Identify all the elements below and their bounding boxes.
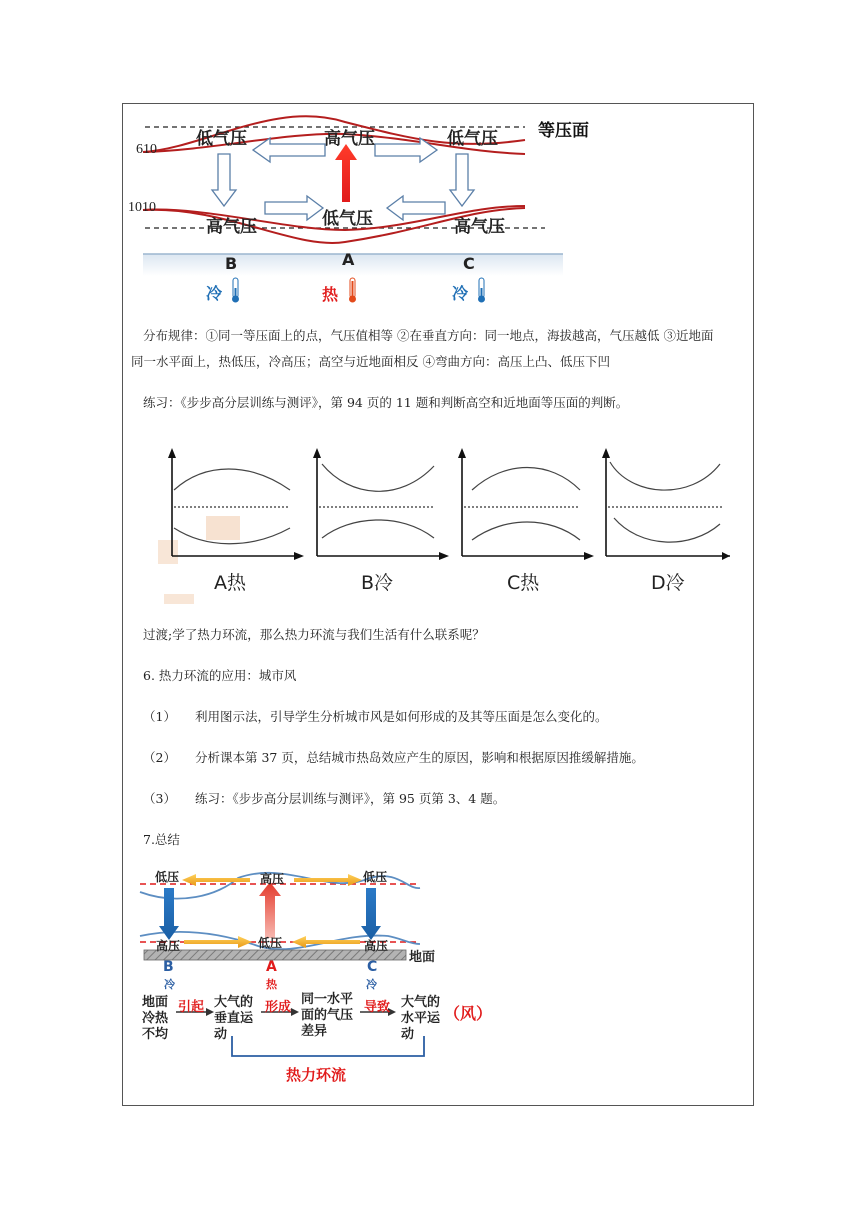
- d2-bottom-center: 低压: [258, 936, 283, 950]
- flow-label-cause: 引起: [178, 1000, 205, 1015]
- flow-box-4-line: 动: [401, 1027, 415, 1042]
- panel-d: [602, 448, 730, 560]
- thermometer-cold-icon: [478, 278, 485, 303]
- section-7-heading: 7.总结: [143, 832, 180, 847]
- flow-box-1: [142, 995, 168, 1043]
- arrow-top-to-right: [375, 138, 437, 162]
- sub3-number: （3）: [143, 791, 176, 806]
- label-bottom-center: 低气压: [322, 209, 373, 229]
- d2-top-right: 低压: [363, 870, 388, 884]
- thermometer-cold-icon: [232, 278, 239, 303]
- sub2-number: （2）: [143, 750, 176, 765]
- thermal-circulation-label: 热力环流: [286, 1066, 347, 1084]
- panel-label-c: C热: [507, 572, 540, 594]
- d2-cold-c: 冷: [366, 978, 377, 991]
- panel-label-b: B冷: [361, 572, 394, 594]
- flow-box-2: [214, 995, 253, 1043]
- level-610-label: 610: [136, 142, 157, 157]
- d2-top-center: 高压: [260, 872, 285, 886]
- transition-paragraph: 过渡;学了热力环流，那么热力环流与我们生活有什么联系呢？: [143, 627, 485, 642]
- d2-point-c: C: [367, 959, 378, 975]
- d2-cold-b: 冷: [164, 978, 175, 991]
- d2-ground-label: 地面: [409, 950, 436, 965]
- flow-box-2-line: 大气的: [214, 995, 254, 1010]
- label-top-left: 低气压: [196, 129, 247, 149]
- d2-point-a: A: [266, 959, 277, 975]
- section-6-heading: 6. 热力环流的应用：城市风: [143, 668, 297, 683]
- flow-box-4: [401, 995, 440, 1043]
- cold-label-c: 冷: [452, 284, 469, 303]
- sub1-number: （1）: [143, 709, 176, 724]
- flow-box-3-line: 面的气压: [301, 1008, 354, 1023]
- faded-stamp: [158, 540, 178, 564]
- panel-label-d: D冷: [651, 572, 685, 594]
- label-top-right: 低气压: [447, 129, 498, 149]
- wind-label: （风）: [444, 1004, 493, 1023]
- d2-point-b: B: [163, 959, 174, 975]
- label-top-center: 高气压: [324, 129, 375, 149]
- point-c-label: C: [463, 254, 475, 273]
- flow-box-2-line: 垂直运: [214, 1011, 254, 1026]
- flow-label-lead: 导致: [364, 1000, 391, 1015]
- thermometer-hot-icon: [349, 278, 356, 303]
- sub2-text: 分析课本第 37 页，总结城市热岛效应产生的原因，影响和根据原因推缓解措施。: [195, 750, 644, 765]
- flow-label-form: 形成: [265, 1000, 292, 1015]
- flow-box-4-line: 水平运: [401, 1011, 441, 1026]
- level-1010-label: 1010: [128, 200, 156, 215]
- bottom-arrow-right: [184, 936, 252, 948]
- d2-bottom-right: 高压: [364, 939, 389, 953]
- flow-box-3-line: 差异: [301, 1024, 328, 1039]
- point-a-label: A: [342, 250, 355, 269]
- hot-label-a: 热: [322, 285, 339, 304]
- point-b-label: B: [225, 254, 238, 273]
- panel-b: [313, 448, 449, 560]
- faded-stamp: [164, 594, 194, 604]
- flow-box-4-line: 大气的: [401, 995, 441, 1010]
- arrow-up-red: [335, 144, 357, 202]
- flow-box-3: [301, 992, 353, 1040]
- flow-arrowhead: [206, 1008, 214, 1016]
- sub1-text: 利用图示法，引导学生分析城市风是如何形成的及其等压面是怎么变化的。: [195, 709, 608, 724]
- d2-hot-a: 热: [266, 978, 277, 991]
- arrow-down-left: [212, 154, 236, 206]
- rule-paragraph-line2: 同一水平面上，热低压，冷高压；高空与近地面相反 ④弯曲方向：高压上凸、低压下凹: [131, 354, 610, 369]
- isobar-label: 等压面: [538, 121, 589, 141]
- thermal-circulation-diagram: [138, 866, 498, 1086]
- d2-top-left: 低压: [155, 870, 180, 884]
- arrow-bottom-from-right: [387, 196, 445, 220]
- down-arrow-right: [361, 888, 381, 940]
- flow-box-2-line: 动: [214, 1027, 228, 1042]
- faded-stamp: [206, 516, 240, 540]
- flow-box-1-line: 冷热: [142, 1011, 169, 1026]
- arrow-down-right: [450, 154, 474, 206]
- flow-arrowhead: [291, 1008, 299, 1016]
- exercise-paragraph: 练习：《步步高分层训练与测评》，第 94 页的 11 题和判断高空和近地面等压面的判断。: [143, 395, 629, 410]
- flow-box-3-line: 同一水平: [301, 992, 354, 1007]
- flow-box-1-line: 不均: [142, 1027, 169, 1042]
- panel-label-a: A热: [214, 572, 246, 594]
- up-arrow-center: [259, 882, 281, 938]
- panel-a: [168, 448, 304, 560]
- cold-label-b: 冷: [206, 284, 223, 303]
- d2-bottom-left: 高压: [156, 939, 181, 953]
- sub3-text: 练习：《步步高分层训练与测评》，第 95 页第 3、4 题。: [195, 791, 506, 806]
- panel-c: [458, 448, 594, 560]
- rule-paragraph-line1: 分布规律：①同一等压面上的点，气压值相等 ②在垂直方向：同一地点，海拔越高，气压越低 ③近地面: [143, 328, 714, 343]
- label-bottom-right: 高气压: [454, 217, 505, 237]
- flow-box-1-line: 地面: [142, 995, 169, 1010]
- arrow-bottom-from-left: [265, 196, 323, 220]
- label-bottom-left: 高气压: [206, 217, 257, 237]
- arrow-top-to-left: [253, 138, 325, 162]
